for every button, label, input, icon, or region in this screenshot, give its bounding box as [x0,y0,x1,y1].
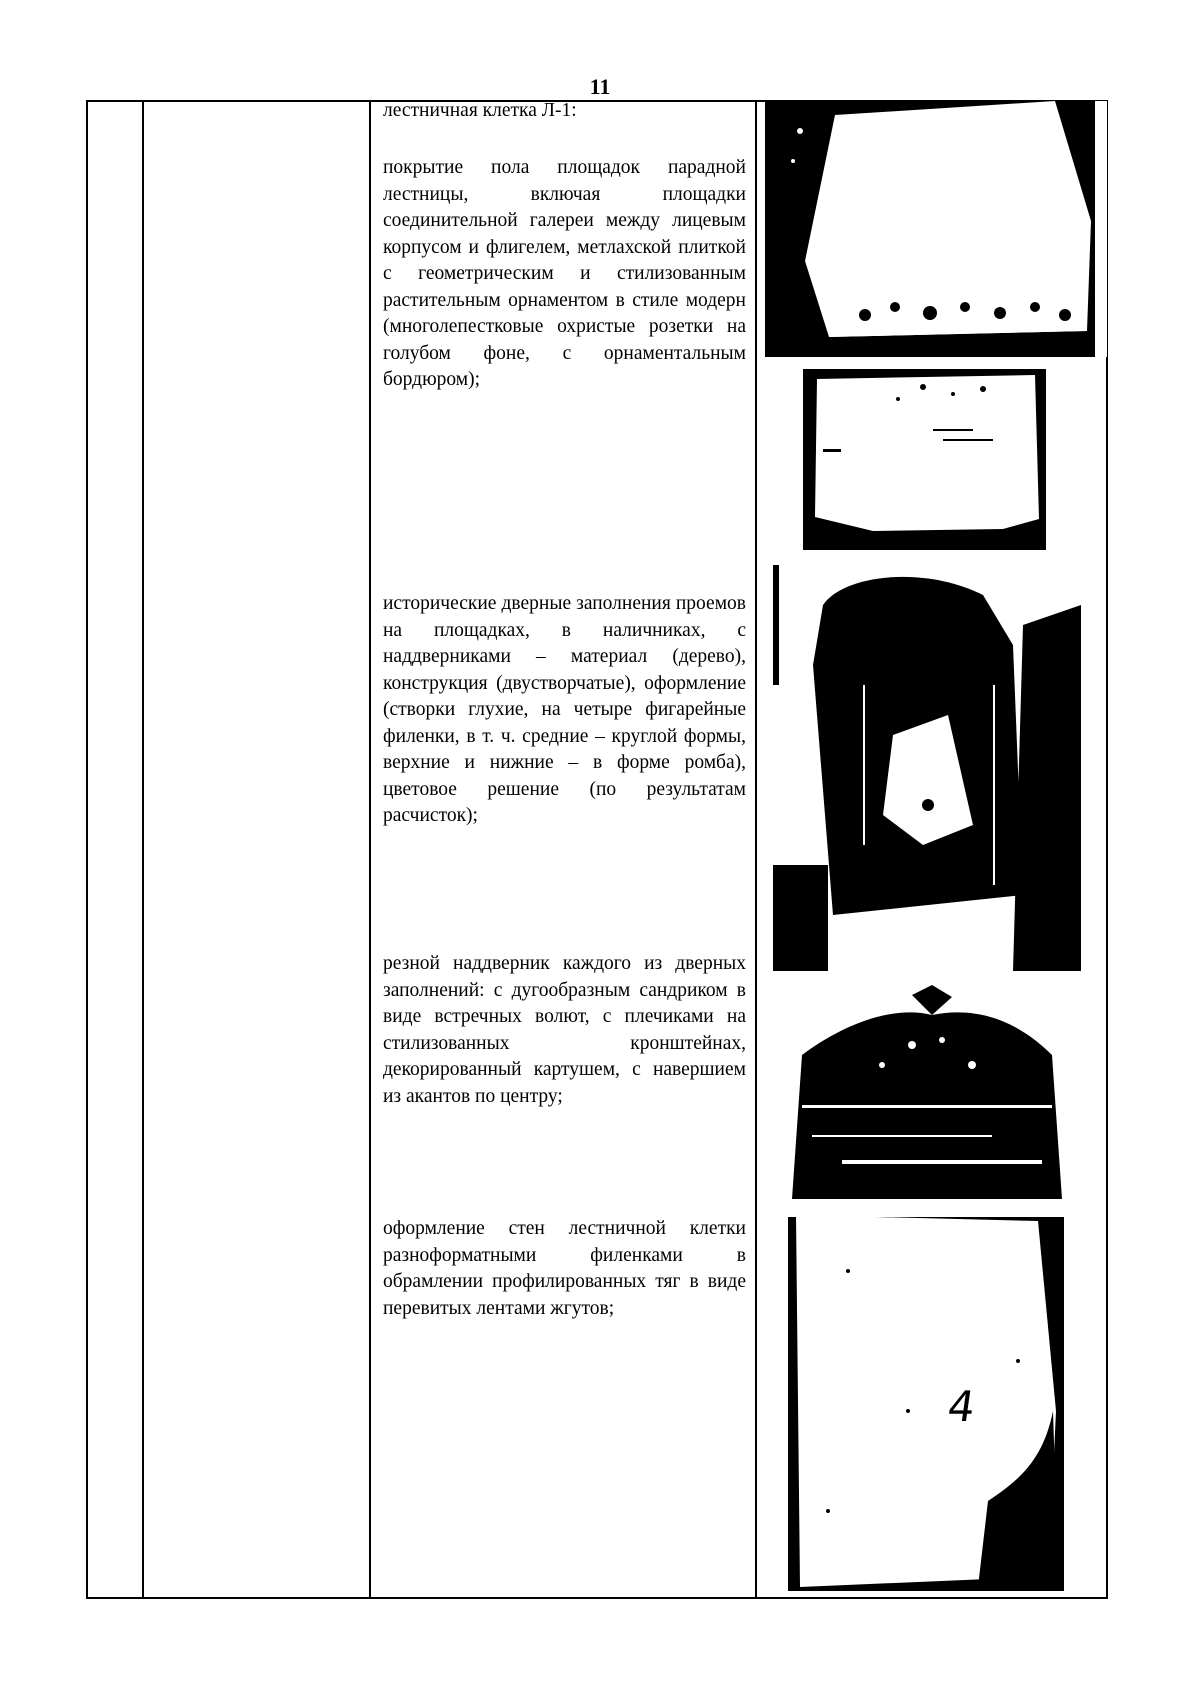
section-heading: лестничная клетка Л-1: [383,100,577,121]
table-column-divider [142,100,144,1599]
handwritten-mark: 4 [944,1382,979,1431]
item-wall-panels: оформление стен лестничной клетки разноформатными филенками в обрамлении профилированных тяг в виде перевитых лентами жгутов; [383,1218,746,1319]
historic-door-photo [773,565,1081,971]
wall-panels-photo [788,1211,1064,1591]
carved-overdoor-photo [782,985,1072,1199]
page-number: 11 [589,74,611,99]
table-column-divider [369,100,371,1599]
item-historic-doors: исторические дверные заполнения проемов на площадках, в наличниках, с наддверниками – материал (дерево), конструкция (двустворчатые), оформление (створки глухие, на четыре фигарейные филенки, в т. ч. средние – круглой формы, верхние и нижние – в форме ромба), цветовое решение (по результатам расчисток); [383,593,746,826]
item-floor-tiles: покрытие пола площадок парадной лестницы, включая площадки соединительной галереи между лицевым корпусом и флигелем, метлахской плиткой с геометрическим и стилизованным растительным орнаментом в стиле модерн (многолепестковые охристые розетки на голубом фоне, с орнаментальным бордюром); [383,157,746,390]
table-column-divider [755,100,757,1599]
item-carved-overdoor: резной наддверник каждого из дверных заполнений: с дугообразным сандриком в виде встречных волют, с плечиками на стилизованных кронштейнах, декорированный картушем, с навершием из акантов по центру; [383,953,746,1107]
table-column-divider [86,100,88,1599]
tile-detail-photo [803,369,1046,550]
floor-tiles-photo [765,101,1107,357]
table-bottom-border [86,1597,1108,1599]
